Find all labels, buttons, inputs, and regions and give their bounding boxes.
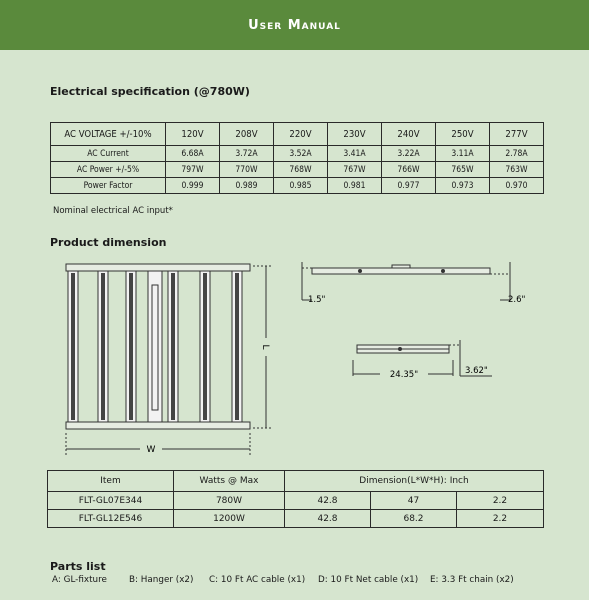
led-strip — [129, 273, 133, 420]
table-header-cell: Dimension(L*W*H): Inch — [285, 471, 544, 492]
row-label: AC Current — [51, 146, 166, 162]
table-cell: 42.8 — [285, 510, 371, 528]
driver-bar — [148, 271, 162, 422]
part-item: B: Hanger (x2) — [129, 575, 194, 585]
nominal-note: Nominal electrical AC input* — [53, 206, 173, 216]
table-cell: 2.78A — [490, 146, 544, 162]
led-strip — [101, 273, 105, 420]
table-cell: 3.72A — [220, 146, 274, 162]
table-cell: 0.981 — [328, 178, 382, 194]
product-dimension-title: Product dimension — [50, 236, 167, 249]
table-cell: 0.989 — [220, 178, 274, 194]
row-label: Power Factor — [51, 178, 166, 194]
table-header-cell: 220V — [274, 123, 328, 146]
led-strip — [203, 273, 207, 420]
table-cell: 770W — [220, 162, 274, 178]
led-strip — [71, 273, 75, 420]
table-cell: 3.22A — [382, 146, 436, 162]
table-header-cell: 208V — [220, 123, 274, 146]
table-header-cell: 230V — [328, 123, 382, 146]
row-label: AC Power +/-5% — [51, 162, 166, 178]
height-left-label: 1.5" — [308, 295, 326, 305]
table-cell: 6.68A — [166, 146, 220, 162]
table-cell: FLT-GL12E546 — [48, 510, 174, 528]
table-cell: 3.41A — [328, 146, 382, 162]
table-cell: 0.999 — [166, 178, 220, 194]
table-header-row — [48, 471, 544, 492]
table-cell: 42.8 — [285, 492, 371, 510]
led-strip — [171, 273, 175, 420]
model-dimension-table — [47, 470, 544, 528]
width-label: W — [146, 445, 156, 455]
table-cell: 767W — [328, 162, 382, 178]
table-cell: FLT-GL07E344 — [48, 492, 174, 510]
table-header-cell: Item — [48, 471, 174, 492]
table-cell: 3.11A — [436, 146, 490, 162]
table-cell: 2.2 — [457, 492, 544, 510]
parts-list-title: Parts list — [50, 560, 106, 573]
parts-list — [52, 575, 514, 585]
fixture-top-view — [66, 264, 272, 455]
bar-length-label: 24.35" — [389, 370, 419, 380]
table-header-cell: 120V — [166, 123, 220, 146]
table-cell: 3.52A — [274, 146, 328, 162]
table-header-cell: Watts @ Max — [174, 471, 285, 492]
table-header-cell: AC VOLTAGE +/-10% — [51, 123, 166, 146]
table-cell: 0.977 — [382, 178, 436, 194]
table-row — [48, 492, 544, 510]
length-label: L — [260, 344, 270, 350]
height-right-label: 2.6" — [508, 295, 526, 305]
table-cell: 765W — [436, 162, 490, 178]
table-cell: 766W — [382, 162, 436, 178]
table-cell: 47 — [371, 492, 457, 510]
table-cell: 1200W — [174, 510, 285, 528]
page-title: User Manual — [248, 17, 341, 33]
table-cell: 0.985 — [274, 178, 328, 194]
bar-height-label: 3.62" — [465, 366, 488, 376]
part-item: C: 10 Ft AC cable (x1) — [209, 575, 306, 585]
table-cell: 2.2 — [457, 510, 544, 528]
fixture-side-view — [302, 262, 510, 300]
table-header-cell: 240V — [382, 123, 436, 146]
table-header-cell: 277V — [490, 123, 544, 146]
table-cell: 763W — [490, 162, 544, 178]
table-cell: 0.973 — [436, 178, 490, 194]
table-cell: 780W — [174, 492, 285, 510]
led-strip — [235, 273, 239, 420]
part-item: D: 10 Ft Net cable (x1) — [318, 575, 419, 585]
table-cell: 797W — [166, 162, 220, 178]
part-item: A: GL-fixture — [52, 575, 107, 585]
electrical-spec-title: Electrical specification (@780W) — [50, 85, 250, 98]
table-cell: 0.970 — [490, 178, 544, 194]
part-item: E: 3.3 Ft chain (x2) — [430, 575, 514, 585]
table-row — [48, 510, 544, 528]
table-cell: 768W — [274, 162, 328, 178]
table-cell: 68.2 — [371, 510, 457, 528]
table-header-cell: 250V — [436, 123, 490, 146]
